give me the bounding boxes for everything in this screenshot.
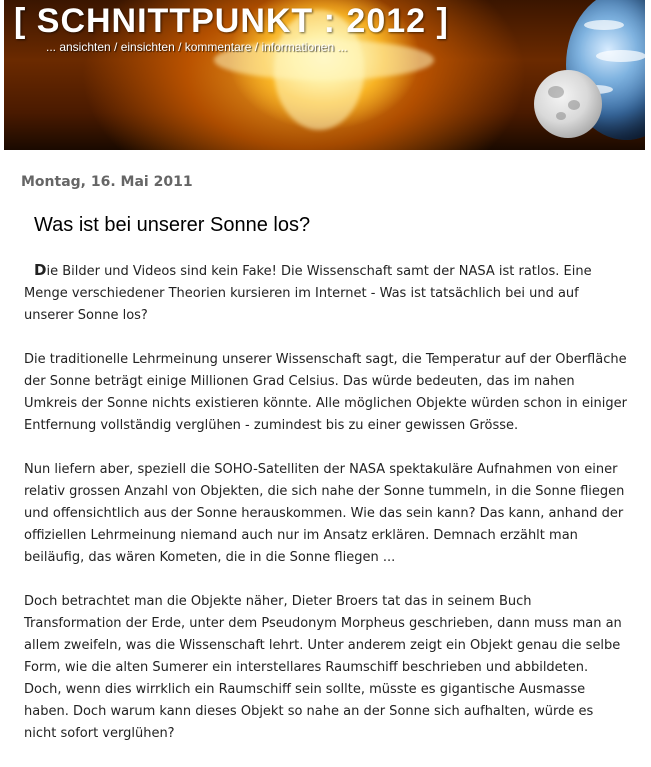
site-title[interactable]: [ SCHNITTPUNKT : 2012 ] <box>14 2 449 40</box>
post-paragraph: Doch betrachtet man die Objekte näher, Dieter Broers tat das in seinem Buch Transformation der Erde, unter dem Pseudonym Morpheus geschrieben, dann muss man an allem zweifeln, was die Wissenschaft lehrt. Unter anderem zeigt ein Objekt genau die selbe Form, wie die alten Sumerer ein interstellares Raumschiff beschrieben und abbildeten. Doch, wenn dies wirrklich ein Raumschiff sein sollte, müsste es gigantische Ausmasse haben. Doch warum kann dieses Objekt so nahe an der Sonne sich aufhalten, würde es nicht sofort verglühen? <box>24 594 622 741</box>
post-title[interactable]: Was ist bei unserer Sonne los? <box>34 214 311 236</box>
drop-cap: D <box>34 261 47 279</box>
paragraph-text: ie Bilder und Videos sind kein Fake! Die Wissenschaft samt der NASA ist ratlos. Eine Menge verschiedener Theorien kursieren im Internet - Was ist tatsächlich bei und auf unserer Sonne los? <box>24 264 592 323</box>
post-paragraph: Die traditionelle Lehrmeinung unserer Wissenschaft sagt, die Temperatur auf der Oberfläche der Sonne beträgt einige Millionen Grad Celsius. Das würde bedeuten, das im nahen Umkreis der Sonne nichts existieren könnte. Alle möglichen Objekte würden schon in einiger Entfernung vollständig verglühen - zumindest bis zu einer gewissen Grösse. <box>24 352 627 433</box>
site-subtitle: ... ansichten / einsichten / kommentare / informationen ... <box>46 40 348 54</box>
post-body <box>24 259 628 767</box>
header-banner <box>4 0 645 150</box>
post-paragraph: Nun liefern aber, speziell die SOHO-Satelliten der NASA spektakuläre Aufnahmen von einer relativ grossen Anzahl von Objekten, die sich nahe der Sonne tummeln, in die Sonne fliegen und offensichtlich aus der Sonne herauskommen. Wie das sein kann? Das kann, anhand der offiziellen Lehrmeinung niemand auch nur im Ansatz erklären. Demnach erzählt man beiläufig, das wären Kometen, die in die Sonne fliegen ... <box>24 462 625 565</box>
moon-image <box>534 70 602 138</box>
post-paragraph <box>24 259 628 327</box>
post-date: Montag, 16. Mai 2011 <box>21 174 193 190</box>
